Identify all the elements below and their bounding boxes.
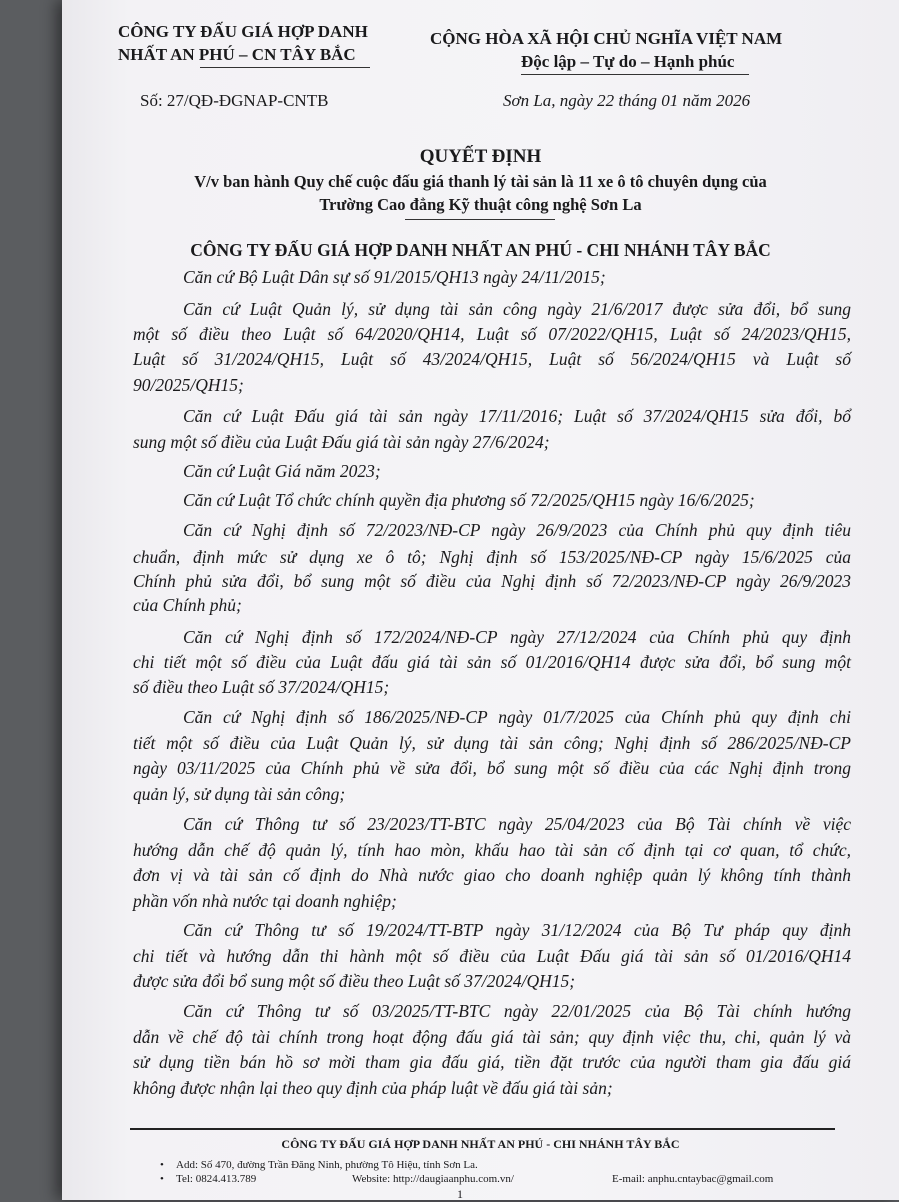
legal-basis-line: hướng dẫn chế độ quản lý, tính hao mòn, khấu hao tài sản cố định tại cơ quan, tổ chức, [133,840,851,860]
legal-basis-line: dẫn về chế độ tài chính trong hoạt động đấu giá tài sản; quy định việc thu, chi, quản lý và [133,1027,851,1047]
legal-basis-line: Căn cứ Bộ Luật Dân sự số 91/2015/QH13 ngày 24/11/2015; [183,267,606,287]
footer-address: Add: Số 470, đường Trần Đăng Ninh, phường Tô Hiệu, tỉnh Sơn La. [176,1159,478,1171]
document-date: Sơn La, ngày 22 tháng 01 năm 2026 [503,91,751,110]
document-number: Số: 27/QĐ-ĐGNAP-CNTB [140,91,329,110]
legal-basis-line: Căn cứ Thông tư số 19/2024/TT-BTP ngày 31/12/2024 của Bộ Tư pháp quy định [183,920,851,940]
title-underline [405,219,555,220]
legal-basis-line: Căn cứ Luật Đấu giá tài sản ngày 17/11/2016; Luật số 37/2024/QH15 sửa đổi, bổ [183,406,851,426]
legal-basis-line: của Chính phủ; [133,595,242,615]
footer-company: CÔNG TY ĐẤU GIÁ HỢP DANH NHẤT AN PHÚ - CHI NHÁNH TÂY BẮC [281,1137,680,1151]
legal-basis-line: Căn cứ Nghị định số 172/2024/NĐ-CP ngày 27/12/2024 của Chính phủ quy định [183,627,851,647]
legal-basis-line: chi tiết một số điều của Luật đấu giá tài sản số 01/2016/QH14 được sửa đổi, bổ sung một [133,652,851,672]
footer-website[interactable]: Website: http://daugiaanphu.com.vn/ [352,1173,514,1185]
footer-email[interactable]: E-mail: anphu.cntaybac@gmail.com [612,1173,774,1185]
legal-basis-line: ngày 03/11/2025 của Chính phủ về sửa đổi, bổ sung một số điều của các Nghị định trong [133,758,851,778]
decision-subject-line1: V/v ban hành Quy chế cuộc đấu giá thanh lý tài sản là 11 xe ô tô chuyên dụng của [194,172,767,191]
footer-divider [130,1128,835,1130]
legal-basis-line: chuẩn, định mức sử dụng xe ô tô; Nghị định số 153/2025/NĐ-CP ngày 15/6/2025 của [133,547,851,567]
legal-basis-line: quản lý, sử dụng tài sản công; [133,784,346,804]
legal-basis-line: Căn cứ Luật Quản lý, sử dụng tài sản công ngày 21/6/2017 được sửa đổi, bổ sung [183,299,851,319]
legal-basis-line: một số điều theo Luật số 64/2020/QH14, Luật số 07/2022/QH15, Luật số 24/2023/QH15, [133,324,851,344]
legal-basis-line: Căn cứ Thông tư số 23/2023/TT-BTC ngày 25/04/2023 của Bộ Tài chính về việc [183,814,851,834]
legal-basis-line: chi tiết và hướng dẫn thi hành một số điều của Luật Đấu giá tài sản số 01/2016/QH14 [133,946,851,966]
bullet-icon: • [160,1173,164,1185]
legal-basis-line: sung một số điều của Luật Đấu giá tài sản ngày 27/6/2024; [133,432,550,452]
legal-basis-line: Căn cứ Nghị định số 186/2025/NĐ-CP ngày 01/7/2025 của Chính phủ quy định chi [183,707,851,727]
decision-title: QUYẾT ĐỊNH [419,146,542,167]
legal-basis-line: Căn cứ Luật Giá năm 2023; [183,461,381,481]
legal-basis-line: Căn cứ Thông tư số 03/2025/TT-BTC ngày 22/01/2025 của Bộ Tài chính hướng [183,1001,851,1021]
company-name-line1: CÔNG TY ĐẤU GIÁ HỢP DANH [118,22,368,41]
legal-basis-line: được sửa đổi bổ sung một số điều theo Luật số 37/2024/QH15; [133,971,576,991]
header-left-underline [200,67,370,68]
legal-basis-line: tiết một số điều của Luật Quản lý, sử dụng tài sản công; Nghị định số 286/2025/NĐ-CP [133,733,851,753]
legal-basis-line: Chính phủ sửa đổi, bổ sung một số điều của Nghị định số 72/2023/NĐ-CP ngày 26/9/2023 [133,571,851,591]
legal-basis-line: Căn cứ Luật Tổ chức chính quyền địa phương số 72/2025/QH15 ngày 16/6/2025; [183,490,755,510]
legal-basis-line: Căn cứ Nghị định số 72/2023/NĐ-CP ngày 26/9/2023 của Chính phủ quy định tiêu [183,520,851,540]
legal-basis-line: 90/2025/QH15; [133,375,244,395]
legal-basis-line: sử dụng tiền bán hồ sơ mời tham gia đấu giá, tiền đặt trước của người tham gia đấu giá [133,1052,851,1072]
header-right-underline [521,74,749,75]
legal-basis-line: không được nhận lại theo quy định của pháp luật về đấu giá tài sản; [133,1078,613,1098]
national-motto: Độc lập – Tự do – Hạnh phúc [521,52,735,71]
bullet-icon: • [160,1159,164,1171]
decision-subject-line2: Trường Cao đẳng Kỹ thuật công nghệ Sơn La [319,195,642,214]
legal-basis-line: phần vốn nhà nước tại doanh nghiệp; [133,891,397,911]
national-title: CỘNG HÒA XÃ HỘI CHỦ NGHĨA VIỆT NAM [430,29,783,48]
legal-basis-line: đơn vị và tài sản cố định do Nhà nước giao cho doanh nghiệp quản lý không tính thành [133,865,851,885]
issuer-heading: CÔNG TY ĐẤU GIÁ HỢP DANH NHẤT AN PHÚ - CHI NHÁNH TÂY BẮC [190,240,771,260]
legal-basis-line: số điều theo Luật số 37/2024/QH15; [133,677,390,697]
footer-tel: Tel: 0824.413.789 [176,1173,257,1185]
legal-basis-line: Luật số 31/2024/QH15, Luật số 43/2024/QH15, Luật số 56/2024/QH15 và Luật số [133,349,851,369]
company-name-line2: NHẤT AN PHÚ – CN TÂY BẮC [118,45,356,64]
page-number: 1 [457,1187,463,1201]
